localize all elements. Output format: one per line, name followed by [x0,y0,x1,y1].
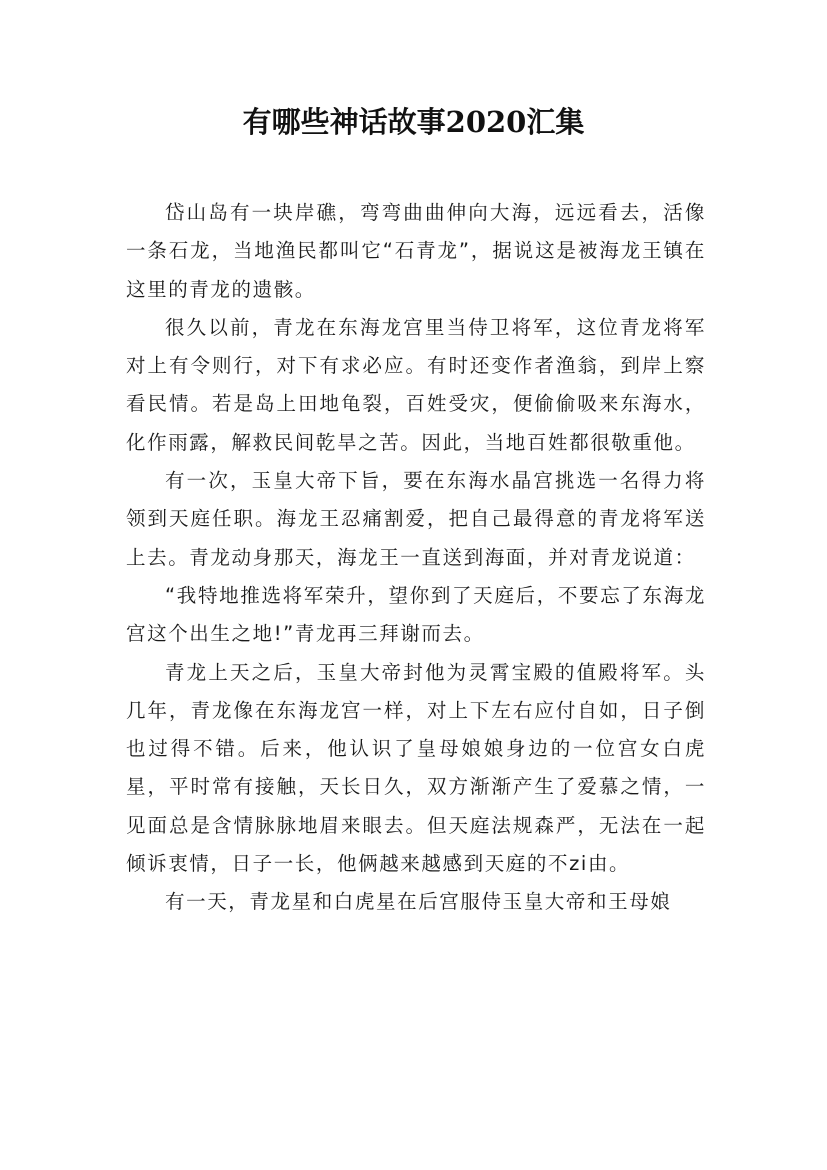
document-body [126,194,706,922]
paragraph: 有一次，玉皇大帝下旨，要在东海水晶宫挑选一名得力将领到天庭任职。海龙王忍痛割爱，把自己最得意的青龙将军送上去。青龙动身那天，海龙王一直送到海面，并对青龙说道： [126,469,706,569]
paragraph: 青龙上天之后，玉皇大帝封他为灵霄宝殿的值殿将军。头几年，青龙像在东海龙宫一样，对上下左右应付自如，日子倒也过得不错。后来，他认识了皇母娘娘身边的一位宫女白虎星，平时常有接触，天长日久，双方渐渐产生了爱慕之情，一见面总是含情脉脉地眉来眼去。但天庭法规森严，无法在一起倾诉衷情，日子一长，他俩越来越感到天庭的不zi由。 [126,660,706,876]
paragraph: 岱山岛有一块岸礁，弯弯曲曲伸向大海，远远看去，活像一条石龙，当地渔民都叫它“石青龙”，据说这是被海龙王镇在这里的青龙的遗骸。 [126,201,706,301]
document-title: 有哪些神话故事2020汇集 [242,105,585,139]
paragraph: “我特地推选将军荣升，望你到了天庭后，不要忘了东海龙宫这个出生之地!”青龙再三拜谢而去。 [126,583,706,646]
paragraph: 很久以前，青龙在东海龙宫里当侍卫将军，这位青龙将军对上有令则行，对下有求必应。有时还变作者渔翁，到岸上察看民情。若是岛上田地龟裂，百姓受灾，便偷偷吸来东海水，化作雨露，解救民间乾旱之苦。因此，当地百姓都很敬重他。 [126,315,706,454]
paragraph: 有一天，青龙星和白虎星在后宫服侍玉皇大帝和王母娘 [165,890,672,914]
